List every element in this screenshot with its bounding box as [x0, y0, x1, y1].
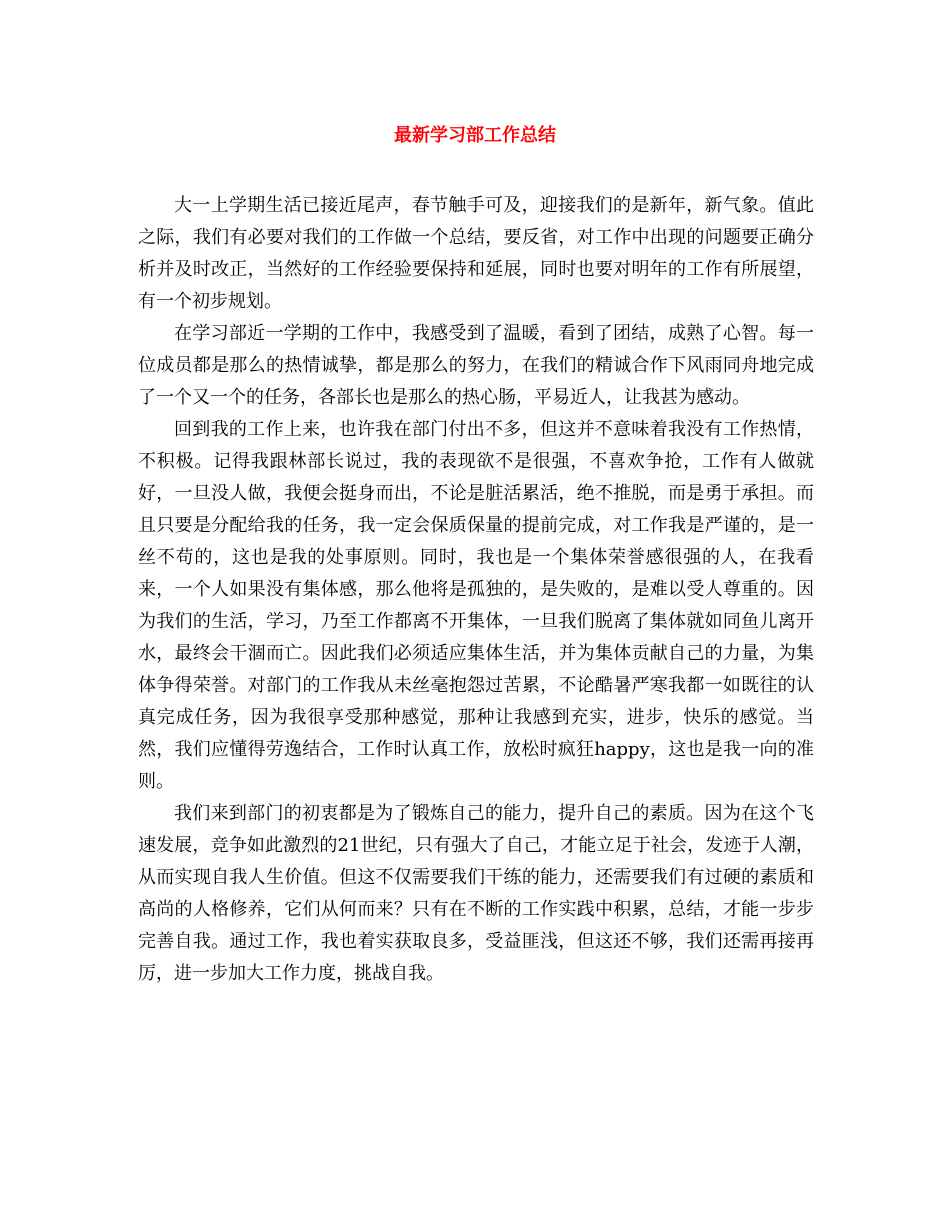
paragraph-experience: 在学习部近一学期的工作中，我感受到了温暖，看到了团结，成熟了心智。每一位成员都是那么的热情诚挚，都是那么的努力，在我们的精诚合作下风雨同舟地完成了一个又一个的任务，各部长也是那么的热心肠，平易近人，让我甚为感动。: [138, 323, 814, 408]
paragraph-purpose: 我们来到部门的初衷都是为了锻炼自己的能力，提升自己的素质。因为在这个飞速发展，竞争如此激烈的21世纪，只有强大了自己，才能立足于社会，发迹于人潮，从而实现自我人生价值。但这不仅需要我们干练的能力，还需要我们有过硬的素质和高尚的人格修养，它们从何而来？只有在不断的工作实践中积累，总结，才能一步步完善自我。通过工作，我也着实获取良多，受益匪浅，但这还不够，我们还需再接再厉，进一步加大工作力度，挑战自我。: [138, 803, 814, 984]
document-title: 最新学习部工作总结: [394, 125, 556, 146]
paragraph-intro: 大一上学期生活已接近尾声，春节触手可及，迎接我们的是新年，新气象。值此之际，我们有必要对我们的工作做一个总结，要反省，对工作中出现的问题要正确分析并及时改正，当然好的工作经验要保持和延展，同时也要对明年的工作有所展望，有一个初步规划。: [138, 195, 814, 312]
document-body: [138, 190, 814, 990]
paragraph-my-work: 回到我的工作上来，也许我在部门付出不多，但这并不意味着我没有工作热情，不积极。记得我跟林部长说过，我的表现欲不是很强，不喜欢争抢，工作有人做就好，一旦没人做，我便会挺身而出，不论是脏活累活，绝不推脱，而是勇于承担。而且只要是分配给我的任务，我一定会保质保量的提前完成，对工作我是严谨的，是一丝不苟的，这也是我的处事原则。同时，我也是一个集体荣誉感很强的人，在我看来，一个人如果没有集体感，那么他将是孤独的，是失败的，是难以受人尊重的。因为我们的生活，学习，乃至工作都离不开集体，一旦我们脱离了集体就如同鱼儿离开水，最终会干涸而亡。因此我们必须适应集体生活，并为集体贡献自己的力量，为集体争得荣誉。对部门的工作我从未丝毫抱怨过苦累，不论酷暑严寒我都一如既往的认真完成任务，因为我很享受那种感觉，那种让我感到充实，进步，快乐的感觉。当然，我们应懂得劳逸结合，工作时认真工作，放松时疯狂happy，这也是我一向的准则。: [138, 419, 814, 792]
